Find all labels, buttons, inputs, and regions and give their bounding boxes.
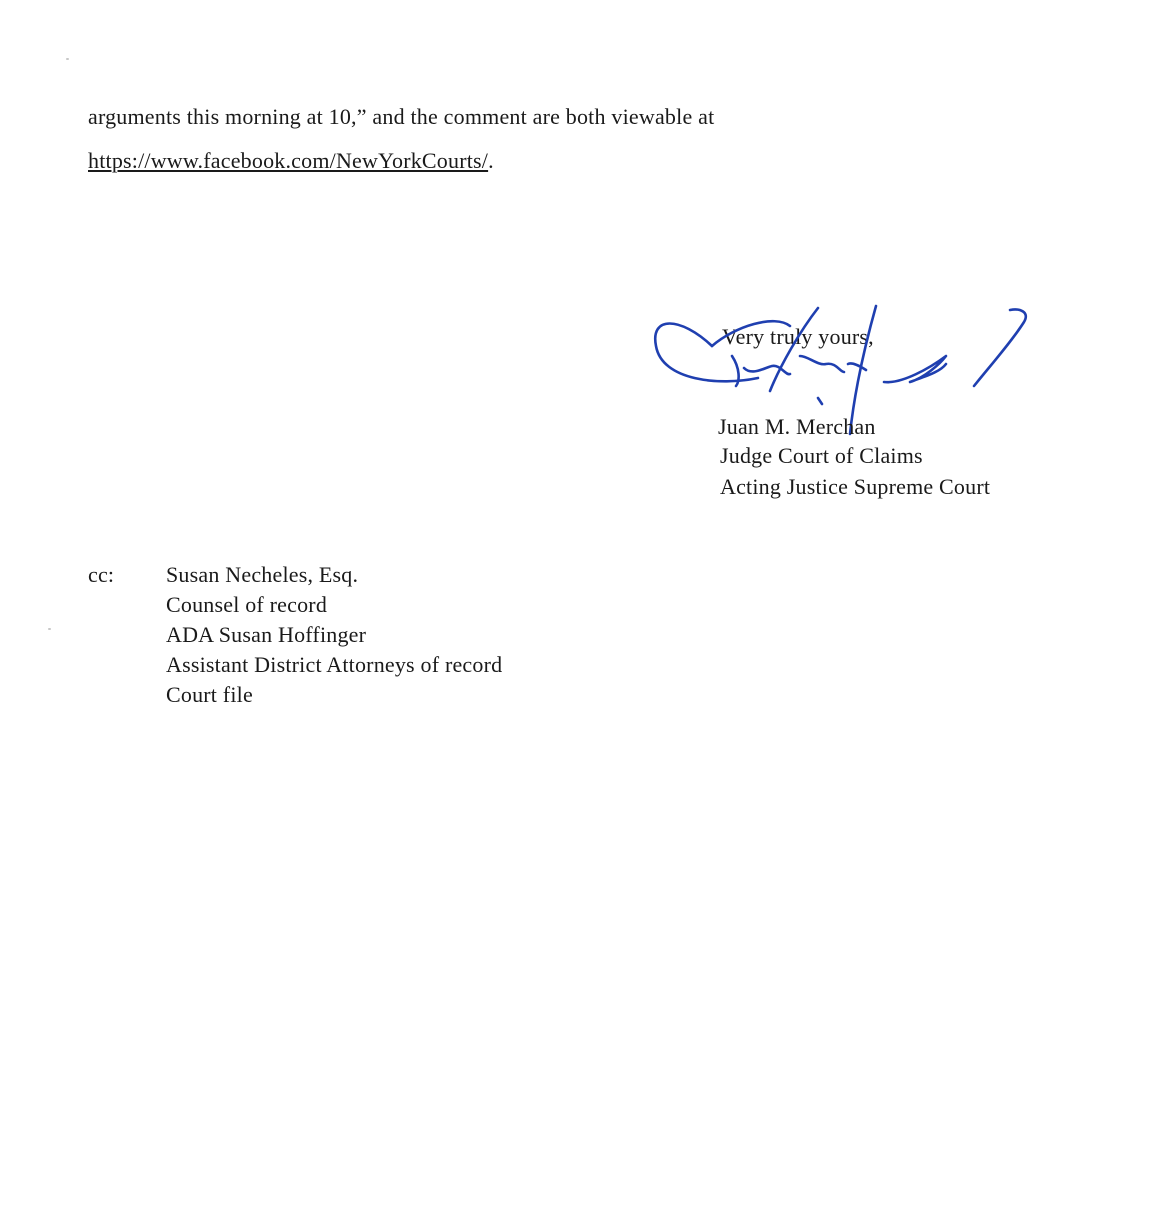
cc-recipient: ADA Susan Hoffinger (166, 622, 367, 647)
body-text-url-line (88, 146, 494, 176)
scan-speck (48, 628, 51, 630)
cc-recipient: Counsel of record (166, 592, 328, 617)
cc-label: cc: (88, 562, 115, 587)
body-text-line: arguments this morning at 10,” and the comment are both viewable at (88, 104, 715, 129)
facebook-link[interactable]: https://www.facebook.com/NewYorkCourts/ (88, 148, 489, 173)
closing-salutation: Very truly yours, (722, 324, 874, 349)
signer-name: Juan M. Merchan (718, 414, 876, 439)
signer-title: Judge Court of Claims (720, 443, 923, 468)
cc-recipient: Assistant District Attorneys of record (166, 652, 503, 677)
scan-speck (66, 58, 69, 60)
cc-recipient: Court file (166, 682, 253, 707)
url-trailing-period: . (488, 148, 494, 173)
cc-recipient: Susan Necheles, Esq. (166, 562, 359, 587)
signer-title-secondary: Acting Justice Supreme Court (720, 474, 991, 499)
cc-recipient-list (166, 560, 502, 710)
